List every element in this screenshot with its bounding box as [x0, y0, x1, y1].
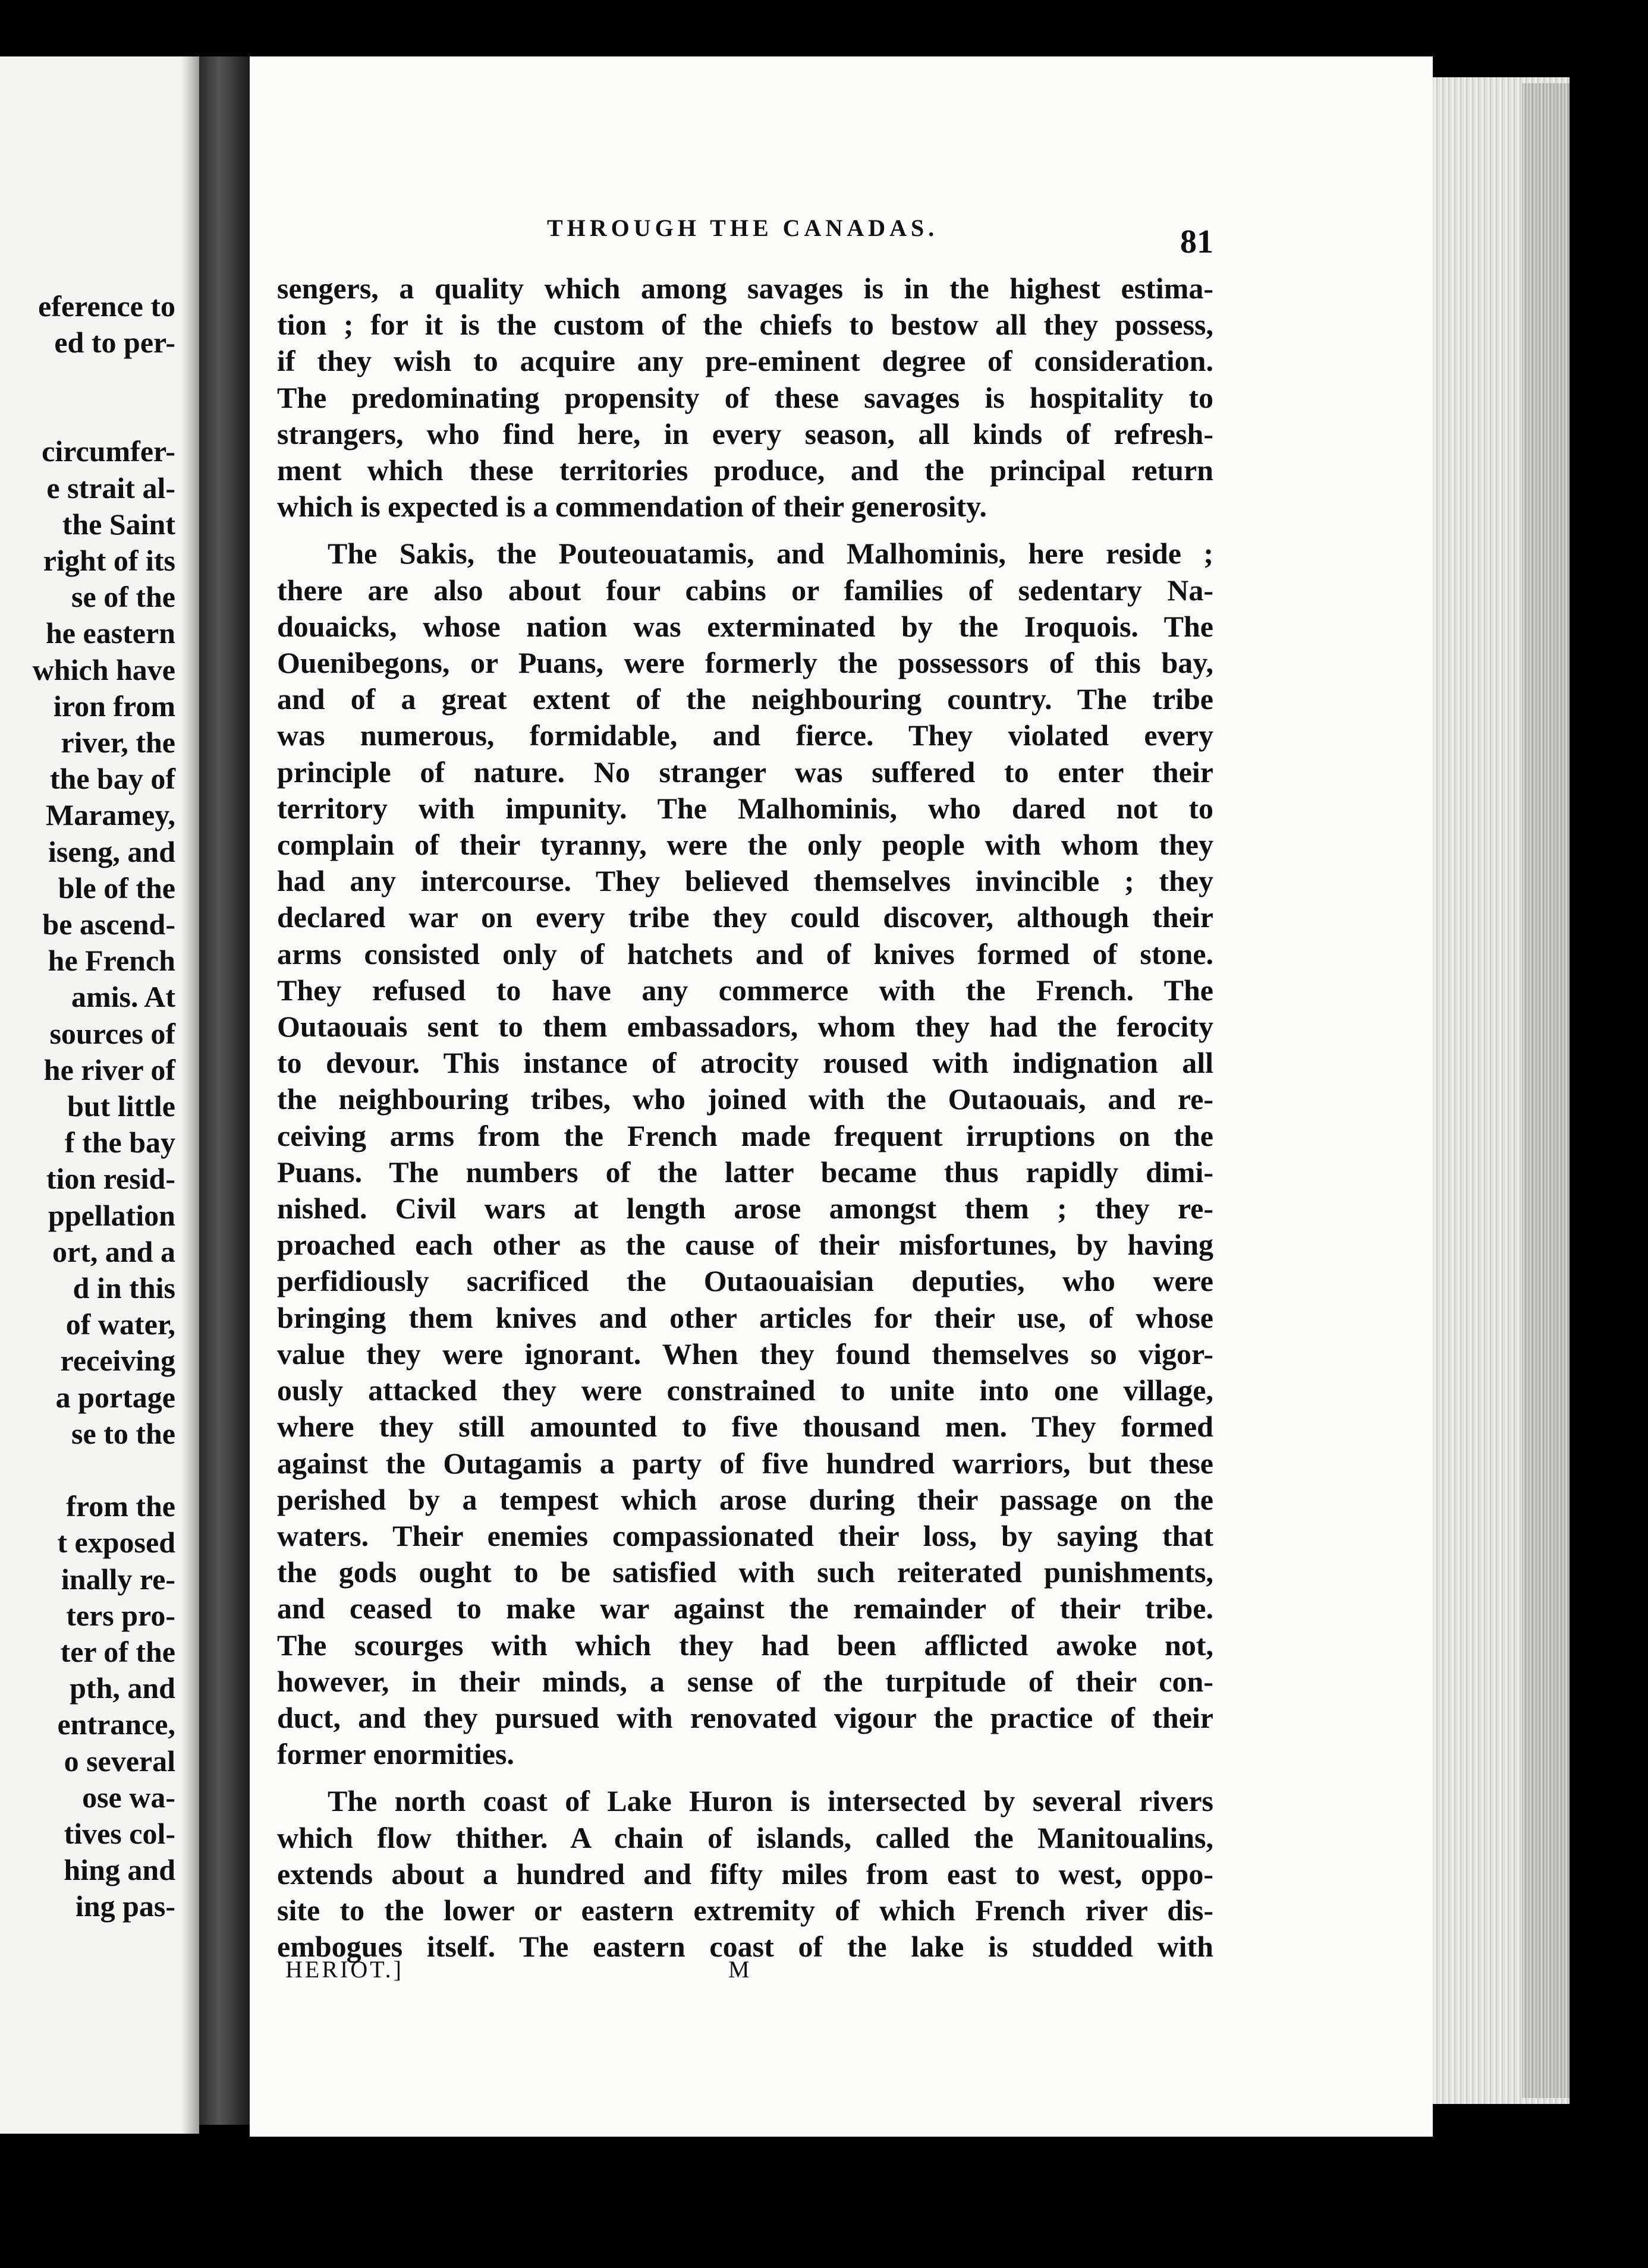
text-line: douaicks, whose nation was exterminated by the Iroquois. The	[277, 609, 1213, 643]
previous-page-line: iseng, and	[48, 834, 175, 868]
text-line: perished by a tempest which arose during their passage on the	[277, 1482, 1213, 1516]
previous-page-line: right of its	[43, 544, 175, 578]
text-line: sengers, a quality which among savages is in the highest estima-	[277, 272, 1213, 305]
text-line: perfidiously sacrificed the Outaouaisian deputies, who were	[277, 1264, 1213, 1298]
signature-mark: M	[728, 1956, 750, 1983]
text-line: The predominating propensity of these savages is hospitality to	[277, 380, 1213, 414]
previous-page-line	[0, 397, 175, 433]
previous-page-line: river, the	[61, 726, 175, 760]
previous-page-line: Maramey,	[46, 798, 175, 832]
text-line: if they wish to acquire any pre-eminent degree of consideration.	[277, 344, 1213, 378]
previous-page-line: receiving	[60, 1344, 175, 1378]
text-line: former enormities.	[277, 1737, 514, 1771]
previous-page-line: se of the	[71, 580, 175, 614]
previous-page-line: circumfer-	[42, 434, 175, 468]
text-line: The Sakis, the Pouteouatamis, and Malhominis, here reside ;	[328, 537, 1213, 571]
text-line: against the Outagamis a party of five hundred warriors, but these	[277, 1446, 1213, 1480]
previous-page-line: iron from	[53, 689, 175, 723]
previous-page-line	[0, 361, 175, 397]
text-line: They refused to have any commerce with the French. The	[277, 973, 1213, 1007]
text-line: value they were ignorant. When they found themselves so vigor-	[277, 1337, 1213, 1371]
text-line: Ouenibegons, or Puans, were formerly the possessors of this bay,	[277, 646, 1213, 680]
text-line: there are also about four cabins or families of sedentary Na-	[277, 573, 1213, 607]
running-head: THROUGH THE CANADAS.	[547, 215, 939, 241]
previous-page-line: entrance,	[57, 1708, 175, 1741]
previous-page-line: be ascend-	[42, 908, 175, 941]
text-line: was numerous, formidable, and fierce. They violated every	[277, 719, 1213, 752]
previous-page-line: ed to per-	[54, 326, 175, 360]
body-text	[277, 270, 1213, 1965]
previous-page-line: sources of	[49, 1016, 175, 1050]
text-line: ously attacked they were constrained to unite into one village,	[277, 1374, 1213, 1407]
text-line: which flow thither. A chain of islands, called the Manitoualins,	[277, 1820, 1213, 1854]
gutter-shadow	[181, 56, 199, 2134]
previous-page-line: which have	[32, 653, 175, 686]
text-line: The north coast of Lake Huron is intersected by several rivers	[328, 1784, 1213, 1818]
previous-page-line: the Saint	[62, 507, 175, 541]
page-number: 81	[1180, 223, 1213, 260]
previous-page-line: amis. At	[71, 980, 175, 1014]
text-line: duct, and they pursued with renovated vigour the practice of their	[277, 1700, 1213, 1734]
text-line: and ceased to make war against the remainder of their tribe.	[277, 1592, 1213, 1626]
previous-page-line: d in this	[73, 1271, 175, 1305]
text-line: principle of nature. No stranger was suffered to enter their	[277, 755, 1213, 789]
text-line: The scourges with which they had been afflicted awoke not,	[277, 1628, 1213, 1662]
previous-page-line: ble of the	[58, 871, 175, 905]
previous-page-line: ose wa-	[82, 1780, 175, 1814]
text-line: had any intercourse. They believed themselves invincible ; they	[277, 864, 1213, 898]
previous-page-text	[0, 288, 175, 1925]
previous-page-line: ppellation	[48, 1198, 175, 1232]
text-line: and of a great extent of the neighbouring country. The tribe	[277, 682, 1213, 716]
previous-page-line: of water,	[65, 1308, 175, 1341]
text-line: Puans. The numbers of the latter became thus rapidly dimi-	[277, 1155, 1213, 1189]
text-line: tion ; for it is the custom of the chiefs to bestow all they possess,	[277, 308, 1213, 342]
text-line: ceiving arms from the French made frequent irruptions on the	[277, 1119, 1213, 1152]
text-line: proached each other as the cause of their misfortunes, by having	[277, 1228, 1213, 1262]
paragraph	[277, 536, 1213, 1772]
previous-page-line: ters pro-	[66, 1598, 175, 1632]
text-line: the gods ought to be satisfied with such reiterated punishments,	[277, 1555, 1213, 1589]
previous-page-line: tives col-	[64, 1816, 175, 1850]
previous-page-line: he French	[48, 944, 175, 978]
previous-page-line: t exposed	[57, 1526, 175, 1560]
previous-page-line: he eastern	[46, 616, 175, 650]
paragraph	[277, 1783, 1213, 1965]
previous-page-line: ing pas-	[75, 1889, 175, 1923]
previous-page-line: eference to	[38, 289, 175, 323]
previous-page-line: from the	[66, 1489, 175, 1523]
previous-page	[0, 56, 199, 2134]
previous-page-line: ort, and a	[52, 1234, 175, 1268]
previous-page-line: but little	[67, 1089, 175, 1123]
text-line: complain of their tyranny, were the only people with whom they	[277, 828, 1213, 862]
paragraph-gap	[277, 1772, 1213, 1783]
previous-page-line: inally re-	[61, 1562, 175, 1596]
paragraph	[277, 270, 1213, 525]
previous-page-line: pth, and	[70, 1671, 175, 1705]
previous-page-line: e strait al-	[46, 471, 175, 505]
previous-page-line: a portage	[55, 1380, 175, 1414]
text-line: Outaouais sent to them embassadors, whom they had the ferocity	[277, 1010, 1213, 1044]
paragraph-gap	[277, 525, 1213, 536]
previous-page-line	[0, 1452, 175, 1488]
text-line: strangers, who find here, in every season, all kinds of refresh-	[277, 417, 1213, 451]
text-line: site to the lower or eastern extremity of which French river dis-	[277, 1893, 1213, 1927]
previous-page-line: o several	[64, 1744, 175, 1778]
previous-page-line: hing and	[64, 1853, 175, 1887]
previous-page-line: f the bay	[64, 1126, 175, 1160]
text-line: ment which these territories produce, and the principal return	[277, 453, 1213, 487]
previous-page-line: tion resid-	[46, 1162, 175, 1196]
text-line: which is expected is a commendation of their generosity.	[277, 490, 987, 524]
text-line: waters. Their enemies compassionated their loss, by saying that	[277, 1519, 1213, 1552]
printer-signature: HERIOT.]	[285, 1956, 404, 1983]
book-spine	[199, 56, 250, 2125]
text-line: territory with impunity. The Malhominis, who dared not to	[277, 791, 1213, 825]
text-line: declared war on every tribe they could discover, although their	[277, 900, 1213, 934]
text-line: however, in their minds, a sense of the turpitude of their con-	[277, 1664, 1213, 1698]
text-line: nished. Civil wars at length arose amongst them ; they re-	[277, 1192, 1213, 1226]
page-edges-shadow	[1522, 83, 1570, 2098]
text-line: arms consisted only of hatchets and of knives formed of stone.	[277, 937, 1213, 971]
previous-page-line: ter of the	[60, 1634, 175, 1668]
previous-page-line: he river of	[43, 1053, 175, 1086]
previous-page-line: the bay of	[49, 762, 175, 796]
text-line: the neighbouring tribes, who joined with the Outaouais, and re-	[277, 1082, 1213, 1116]
text-line: where they still amounted to five thousand men. They formed	[277, 1410, 1213, 1444]
text-line: extends about a hundred and fifty miles from east to west, oppo-	[277, 1857, 1213, 1891]
text-line: bringing them knives and other articles for their use, of whose	[277, 1300, 1213, 1334]
text-line: embogues itself. The eastern coast of the lake is studded with	[277, 1930, 1213, 1964]
previous-page-line: se to the	[71, 1416, 175, 1450]
text-line: to devour. This instance of atrocity roused with indignation all	[277, 1046, 1213, 1080]
